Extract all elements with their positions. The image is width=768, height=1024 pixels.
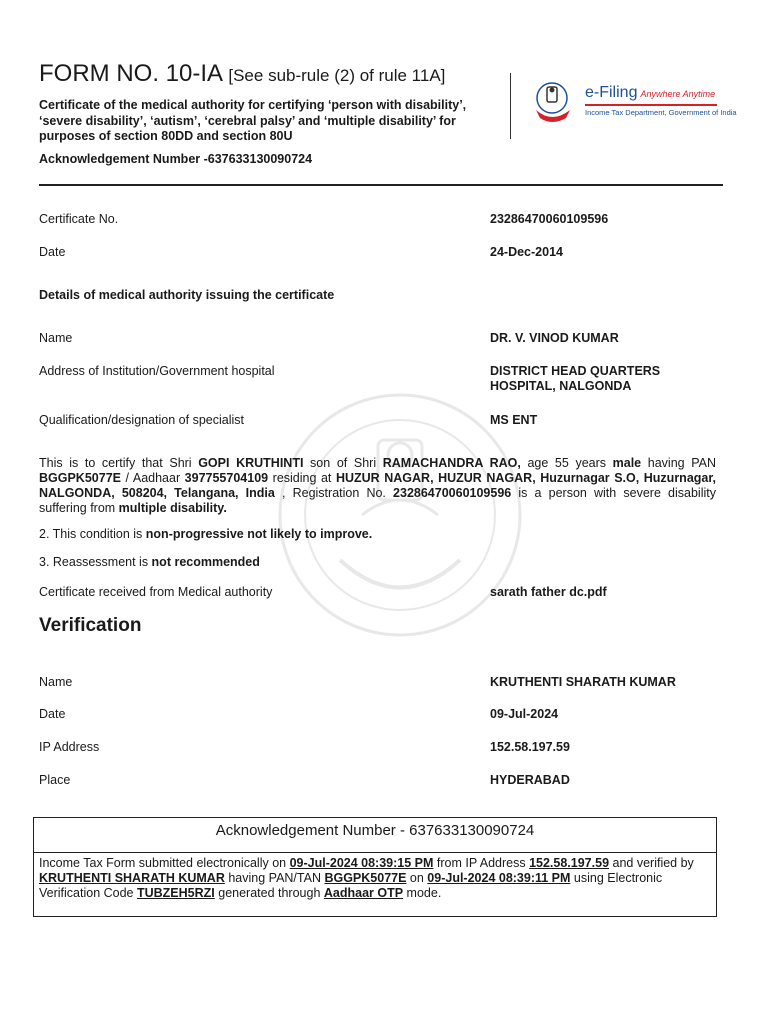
- efiling-brand: [585, 84, 715, 102]
- certificate-received-label: Certificate received from Medical authority: [39, 585, 273, 599]
- efiling-underline: [585, 104, 717, 106]
- acknowledgement-box-text: [34, 853, 716, 901]
- verifier-name-value: KRUTHENTI SHARATH KUMAR: [490, 675, 676, 689]
- form-header: [39, 60, 509, 166]
- certificate-file-name: sarath father dc.pdf: [490, 585, 607, 599]
- ack-text: generated through: [214, 886, 324, 900]
- verification-method: Aadhaar OTP: [323, 886, 404, 900]
- verifier-name-label: Name: [39, 675, 73, 689]
- registration-number: 23286470060109596: [393, 486, 512, 500]
- reassessment-value: not recommended: [151, 555, 260, 569]
- ack-text: mode.: [403, 886, 442, 900]
- ack-text: from IP Address: [433, 856, 530, 870]
- condition-label: 2. This condition is: [39, 527, 146, 541]
- pan-number: BGGPK5077E: [39, 471, 121, 485]
- certify-text: son of Shri: [303, 456, 383, 470]
- form-title: [39, 60, 509, 90]
- authority-name-label: Name: [39, 331, 73, 345]
- verified-timestamp: 09-Jul-2024 08:39:11 PM: [427, 871, 571, 885]
- form-number: FORM NO. 10-IA: [39, 60, 222, 87]
- ip-address-label: IP Address: [39, 740, 100, 754]
- authority-address-value: DISTRICT HEAD QUARTERS HOSPITAL, NALGONDA: [490, 364, 661, 393]
- aadhaar-number: 397755704109: [184, 471, 269, 485]
- certify-text: / Aadhaar: [120, 471, 185, 485]
- residence-address: HUZUR NAGAR, HUZUR NAGAR, Huzurnagar S.O, Huzurnagar, NALGONDA, 508204, Telangana, India: [39, 471, 717, 500]
- form-description: Certificate of the medical authority for certifying ‘person with disability’, ‘severe disability’, ‘autism’, ‘cerebral palsy’ and ‘multiple disability’ for purposes of section 80DD and section 80U: [39, 98, 467, 143]
- reassessment-line: [39, 555, 260, 569]
- certify-text: residing at: [268, 471, 336, 485]
- authority-name-value: DR. V. VINOD KUMAR: [490, 331, 619, 345]
- ip-address-value: 152.58.197.59: [490, 740, 570, 754]
- acknowledgement-box-title: Acknowledgement Number - 637633130090724: [34, 818, 716, 853]
- verification-date-value: 09-Jul-2024: [490, 707, 559, 721]
- authority-address-label: Address of Institution/Government hospital: [39, 364, 275, 378]
- national-emblem-icon: [528, 80, 578, 124]
- authority-qualification-label: Qualification/designation of specialist: [39, 413, 244, 427]
- certificate-number-label: Certificate No.: [39, 212, 119, 226]
- gender: male: [612, 456, 642, 470]
- reassessment-label: 3. Reassessment is: [39, 555, 152, 569]
- certificate-date-label: Date: [39, 245, 66, 259]
- place-label: Place: [39, 773, 71, 787]
- ack-text: having PAN/TAN: [224, 871, 325, 885]
- acknowledgement-box: [33, 817, 717, 917]
- ack-text: and verified by: [609, 856, 694, 870]
- evc-code: TUBZEH5RZI: [136, 886, 215, 900]
- certify-text: age 55 years: [520, 456, 613, 470]
- submitted-timestamp: 09-Jul-2024 08:39:15 PM: [289, 856, 434, 870]
- certification-paragraph: [39, 456, 716, 516]
- place-value: HYDERABAD: [490, 773, 570, 787]
- ack-text: Income Tax Form submitted electronically on: [39, 856, 290, 870]
- efiling-subtitle: Income Tax Department, Government of India: [585, 108, 737, 117]
- ack-text: on: [406, 871, 428, 885]
- certify-text: This is to certify that Shri: [39, 456, 199, 470]
- acknowledgement-number-top: Acknowledgement Number -637633130090724: [39, 151, 313, 166]
- certify-text: is a person with severe disability suffering from: [39, 486, 716, 515]
- certify-text: , Registration No.: [274, 486, 394, 500]
- efiling-tagline: Anywhere Anytime: [640, 89, 716, 99]
- verification-title: Verification: [39, 615, 142, 636]
- header-rule: [39, 184, 723, 186]
- condition-value: non-progressive not likely to improve.: [145, 527, 373, 541]
- certify-text: having PAN: [641, 456, 716, 470]
- disability-type: multiple disability.: [118, 501, 227, 515]
- ack-text: using Electronic Verification Code: [39, 871, 663, 900]
- authority-section-title: Details of medical authority issuing the certificate: [39, 288, 335, 302]
- verification-date-label: Date: [39, 707, 66, 721]
- authority-qualification-value: MS ENT: [490, 413, 538, 427]
- verified-by-name: KRUTHENTI SHARATH KUMAR: [39, 871, 225, 885]
- form-rule-reference: [See sub-rule (2) of rule 11A]: [228, 66, 446, 85]
- verifier-pan: BGGPK5077E: [324, 871, 407, 885]
- certificate-date-value: 24-Dec-2014: [490, 245, 563, 259]
- efiling-brand-name: e-Filing: [585, 84, 638, 101]
- efiling-logo: [528, 80, 737, 122]
- header-divider: [510, 73, 511, 139]
- condition-line: [39, 527, 372, 541]
- father-name: RAMACHANDRA RAO,: [382, 456, 521, 470]
- certified-person-name: GOPI KRUTHINTI: [198, 456, 304, 470]
- submitted-ip: 152.58.197.59: [529, 856, 610, 870]
- certificate-number-value: 23286470060109596: [490, 212, 609, 226]
